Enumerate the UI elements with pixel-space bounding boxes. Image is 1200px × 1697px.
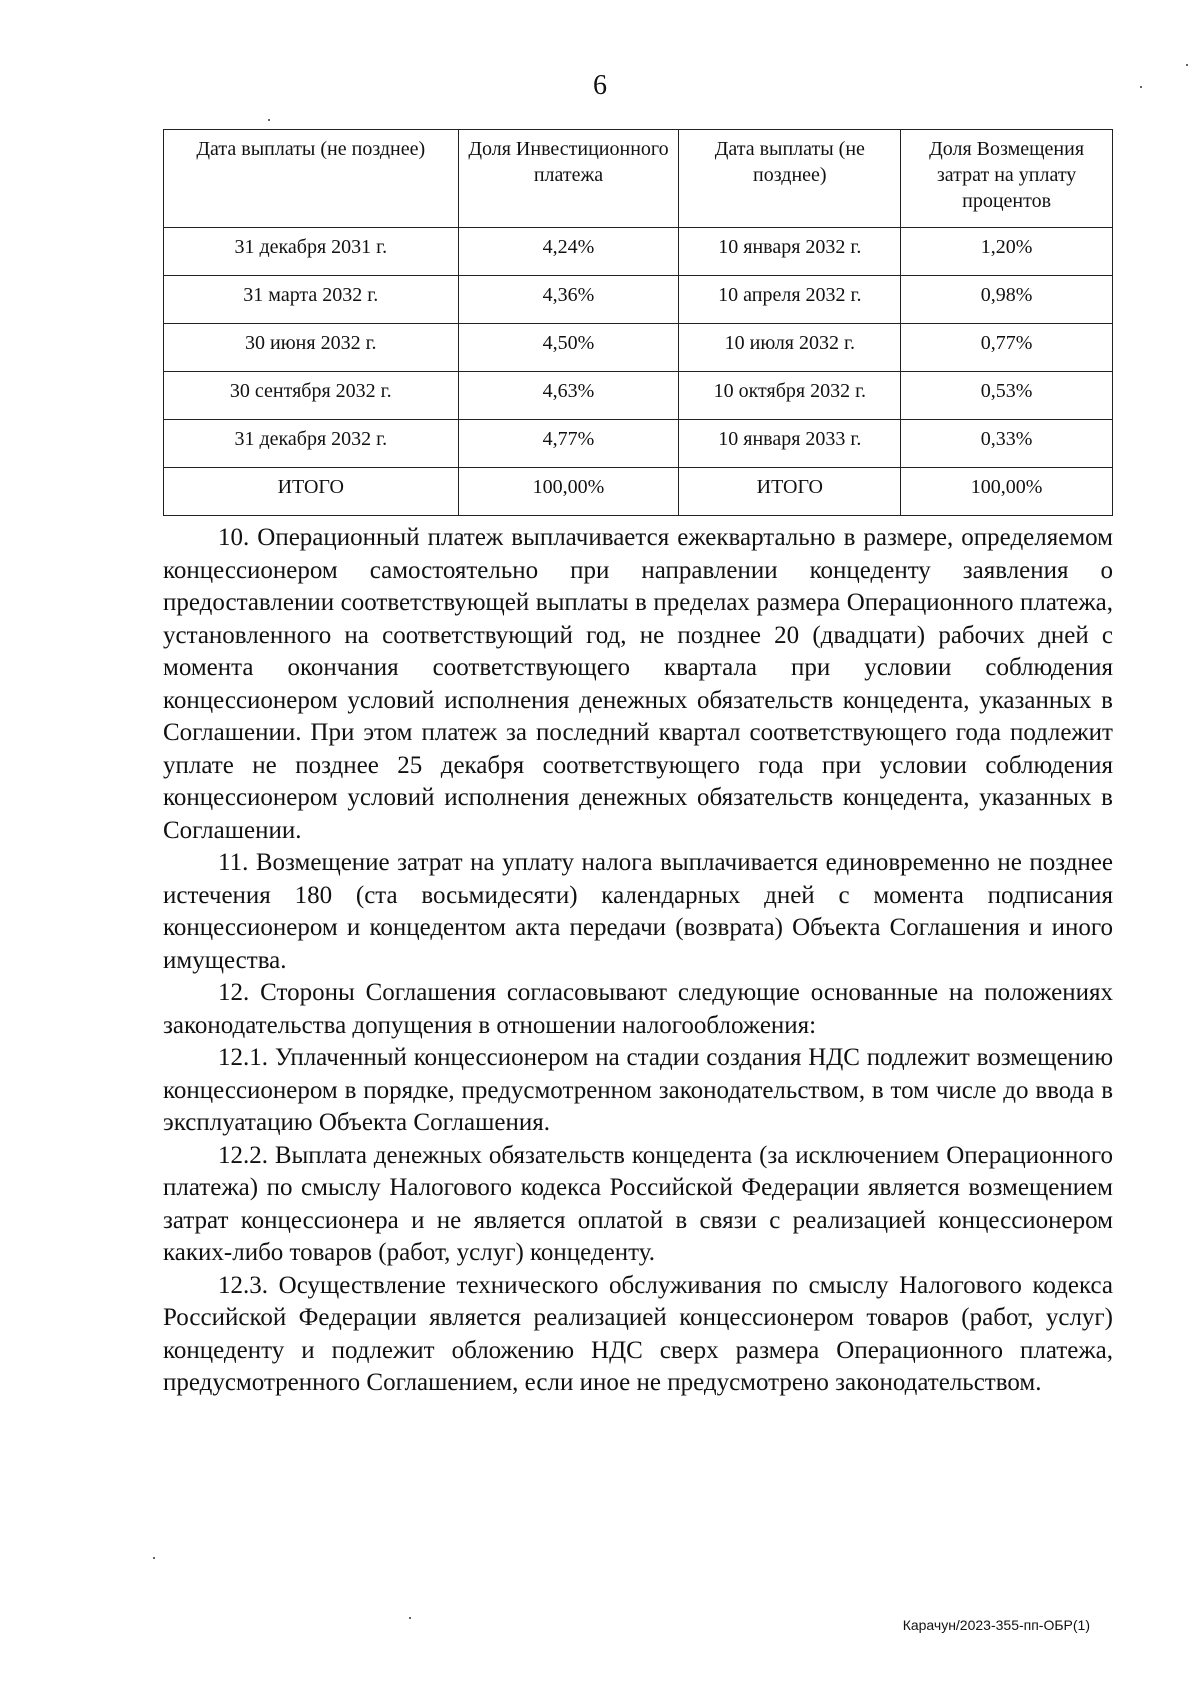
table-cell: 10 января 2033 г. [679, 420, 901, 468]
table-cell: 10 октября 2032 г. [679, 372, 901, 420]
table-row [164, 372, 1113, 420]
table-cell: 0,98% [901, 276, 1113, 324]
paragraph-12-1: 12.1. Уплаченный концессионером на стадии создания НДС подлежит возмещению концессионером в порядке, предусмотренном законодательством, в том числе до ввода в эксплуатацию Объекта Соглашения. [163, 1044, 1113, 1136]
table-row [164, 420, 1113, 468]
header-payment-date: Дата выплаты (не позднее) [164, 130, 459, 228]
scan-speck [1186, 64, 1188, 66]
table-total-row [164, 468, 1113, 516]
table-cell: 1,20% [901, 228, 1113, 276]
table-cell: 10 апреля 2032 г. [679, 276, 901, 324]
table-cell: 0,77% [901, 324, 1113, 372]
table-cell: 31 марта 2032 г. [164, 276, 459, 324]
table-cell: 4,77% [458, 420, 679, 468]
table-row [164, 228, 1113, 276]
table-cell: 10 июля 2032 г. [679, 324, 901, 372]
scan-speck [409, 1617, 411, 1619]
table-cell: 4,36% [458, 276, 679, 324]
paragraph-12-3: 12.3. Осуществление технического обслуживания по смыслу Налогового кодекса Российской Федерации является реализацией концессионером товаров (работ, услуг) концеденту и подлежит обложению НДС сверх размера Операционного платежа, предусмотренного Соглашением, если иное не предусмотрено законодательством. [163, 1271, 1113, 1396]
table-cell: 100,00% [458, 468, 679, 516]
page-number: 6 [593, 70, 607, 101]
table-cell: 30 июня 2032 г. [164, 324, 459, 372]
header-payment-date-2: Дата выплаты (не позднее) [679, 130, 901, 228]
table-cell: ИТОГО [679, 468, 901, 516]
header-interest-compensation-share: Доля Возмещения затрат на уплату процентов [901, 130, 1113, 228]
table-cell: ИТОГО [164, 468, 459, 516]
payment-schedule-table [163, 129, 1113, 516]
table-cell: 4,50% [458, 324, 679, 372]
scan-speck [268, 119, 270, 121]
table-cell: 4,24% [458, 228, 679, 276]
table-cell: 31 декабря 2031 г. [164, 228, 459, 276]
table-row [164, 276, 1113, 324]
scan-speck [153, 1557, 155, 1559]
paragraph-12-2: 12.2. Выплата денежных обязательств концедента (за исключением Операционного платежа) по смыслу Налогового кодекса Российской Федерации является возмещением затрат концессионера и не является оплатой в связи с реализацией концессионером каких-либо товаров (работ, услуг) концеденту. [163, 1141, 1113, 1266]
table-row [164, 324, 1113, 372]
table-header-row [164, 130, 1113, 228]
scan-speck [1140, 86, 1142, 88]
header-investment-share: Доля Инвестиционного платежа [458, 130, 679, 228]
table-cell: 0,53% [901, 372, 1113, 420]
table-cell: 10 января 2032 г. [679, 228, 901, 276]
paragraph-10: 10. Операционный платеж выплачивается ежеквартально в размере, определяемом концессионером самостоятельно при направлении концеденту заявления о предоставлении соответствующей выплаты в пределах размера Операционного платежа, установленного на соответствующий год, не позднее 20 (двадцати) рабочих дней с момента окончания соответствующего квартала при условии соблюдения концессионером условий исполнения денежных обязательств концедента, указанных в Соглашении. При этом платеж за последний квартал соответствующего года подлежит уплате не позднее 25 декабря соответствующего года при условии соблюдения концессионером условий исполнения денежных обязательств концедента, указанных в Соглашении. [163, 524, 1113, 844]
table-cell: 4,63% [458, 372, 679, 420]
table-cell: 0,33% [901, 420, 1113, 468]
table-cell: 31 декабря 2032 г. [164, 420, 459, 468]
paragraph-12: 12. Стороны Соглашения согласовывают следующие основанные на положениях законодательства допущения в отношении налогообложения: [163, 979, 1113, 1039]
paragraph-11: 11. Возмещение затрат на уплату налога выплачивается единовременно не позднее истечения 180 (ста восьмидесяти) календарных дней с момента подписания концессионером и концедентом акта передачи (возврата) Объекта Соглашения и иного имущества. [163, 849, 1113, 974]
document-code: Карачун/2023-355-пп-ОБР(1) [902, 1617, 1090, 1633]
table-cell: 100,00% [901, 468, 1113, 516]
document-body [163, 522, 1113, 1400]
table-cell: 30 сентября 2032 г. [164, 372, 459, 420]
